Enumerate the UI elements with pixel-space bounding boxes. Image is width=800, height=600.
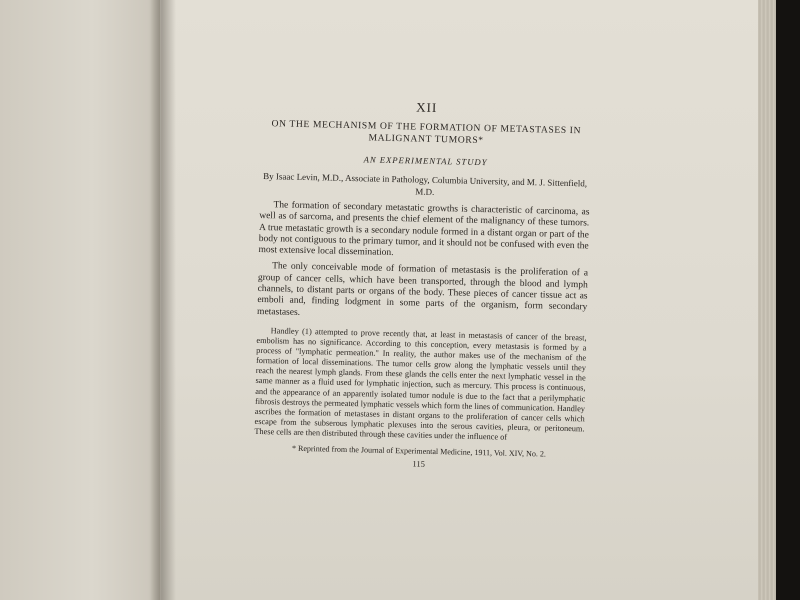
left-page [0,0,168,600]
footnote: * Reprinted from the Journal of Experimental Medicine, 1911, Vol. XIV, No. 2. [291,443,546,459]
chapter-number: XII [416,99,438,115]
body-paragraph-1: The formation of secondary metastatic growths is characteristic of carcinoma, as well as of sarcoma, and presents the chief element of the malignancy of these tumors. A true metastatic growth is a secondary nodule formed in a distant organ or part of the body not contiguous to the primary tumor, and it should not be confused with even the most extensive local dissemination. [258,200,590,259]
author-byline: By Isaac Levin, M.D., Associate in Pathology, Columbia University, and M. J. Sittenfield, M.D. [263,171,588,197]
body-paragraph-2: The only conceivable mode of formation of metastasis is the proliferation of a group of cancer cells, which have been transported, through the blood and lymph channels, to distant parts or organs of the body. These pieces of cancer tissue act as emboli and, finding lodgment in some parts of the organism, form secondary metastases. [256,261,589,318]
article-subtitle: AN EXPERIMENTAL STUDY [363,154,488,168]
page-text-block [254,96,592,472]
book-gutter [150,0,176,600]
article-title: ON THE MECHANISM OF THE FORMATION OF METASTASES IN MALIGNANT TUMORS* [271,118,582,147]
background-edge [776,0,800,600]
page-number: 115 [412,458,426,469]
body-paragraph-small: Handley (1) attempted to prove recently that, at least in metastasis of cancer of the breast, embolism has no significance. According to this conception, every metastasis is formed by a process of "lymphatic permeation." In reality, the author makes use of the mechanism of the formation of local disseminations. The tumor cells grow along the lymphatic vessels until they reach the nearest lymph glands. From these glands the cells enter the next lymphatic vessel in the same manner as a fluid used for lymphatic injection, such as mercury. This process is continuous, and the appearance of an apparently isolated tumor nodule is due to the fact that a perilymphatic fibrosis destroys the permeated lymphatic vessels which form the lines of communication. Handley ascribes the formation of metastases in distant organs to the proliferation of cancer cells which escape from the subserous lymphatic plexuses into the serous cavities, pleura, or peritoneum. These cells are then distributed through these cavities under the influence of [254,326,587,442]
